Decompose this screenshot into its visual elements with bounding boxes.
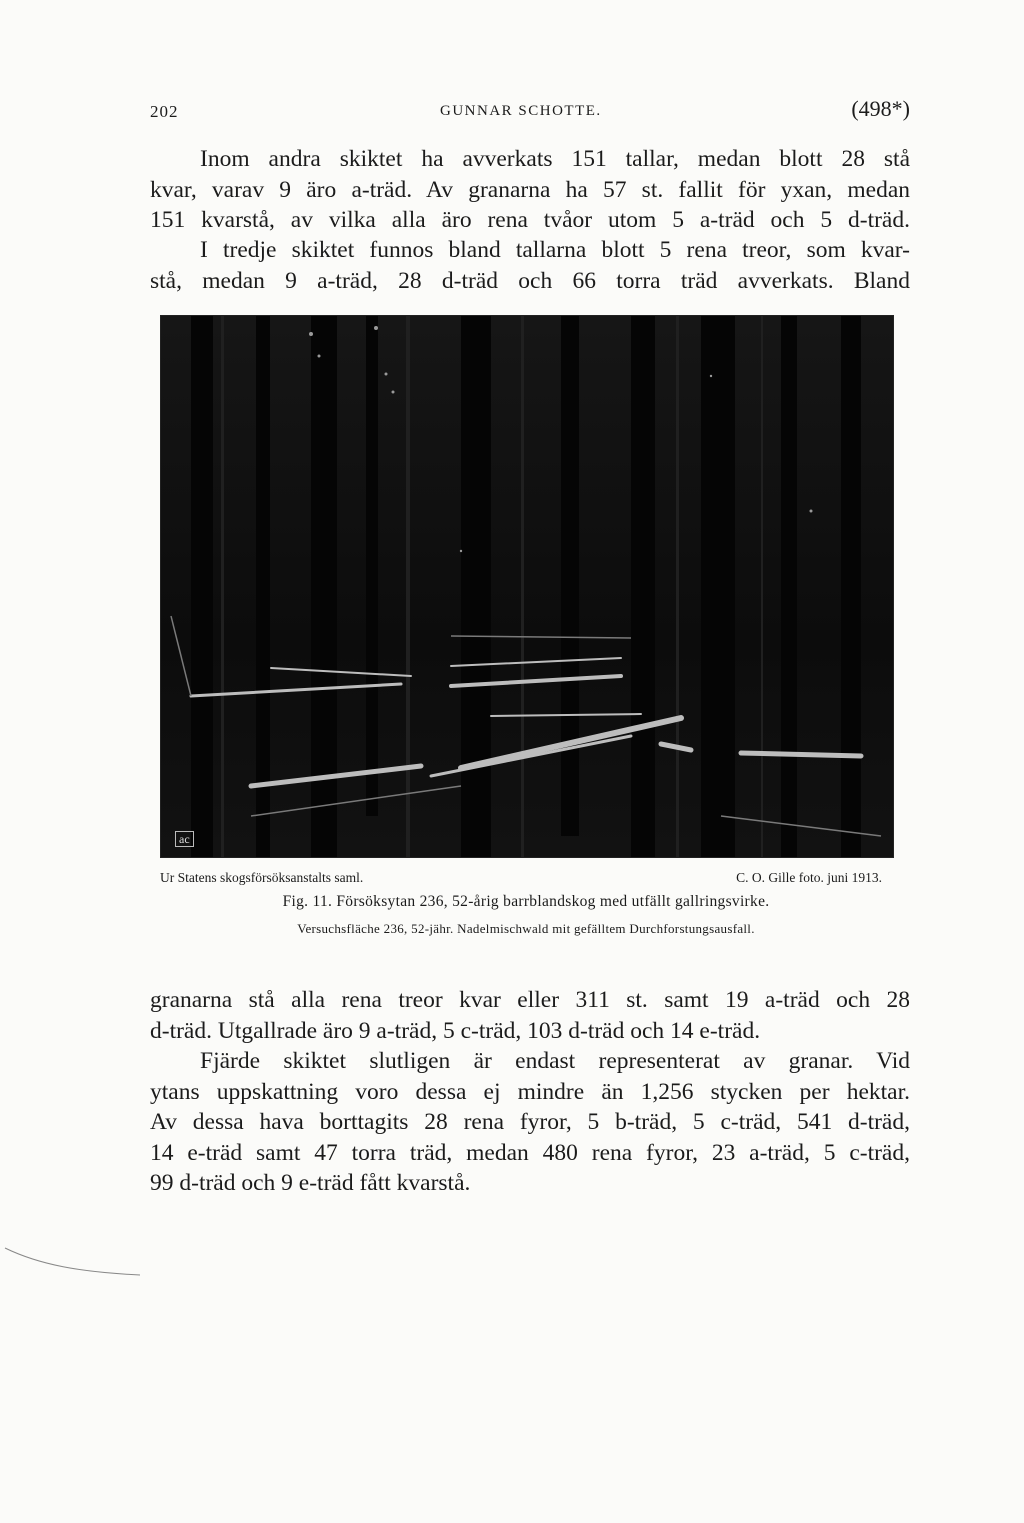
paragraph-4	[150, 1046, 910, 1199]
text-line: 99 d-träd och 9 e-träd fått kvarstå.	[150, 1170, 471, 1196]
text-line: Inom andra skiktet ha avverkats 151 tallar, medan blott 28 stå	[200, 146, 910, 172]
text-line: Av dessa hava borttagits 28 rena fyror, 5 b-träd, 5 c-träd, 541 d-träd,	[150, 1109, 910, 1135]
page-number: 202	[150, 102, 179, 121]
text-line: 151 kvarstå, av vilka alla äro rena tvåor utom 5 a-träd och 5 d-träd.	[150, 207, 910, 233]
paragraph-2	[150, 235, 910, 296]
running-title: GUNNAR SCHOTTE.	[440, 103, 602, 119]
figure-credit	[160, 870, 892, 890]
figure-caption: Fig. 11. Försöksytan 236, 52-årig barrblandskog med utfällt gallringsvirke.	[282, 893, 770, 910]
paragraph-3	[150, 985, 910, 1046]
photographer-credit: C. O. Gille foto. juni 1913.	[736, 870, 882, 885]
text-line: ytans uppskattning voro dessa ej mindre än 1,256 stycken per hektar.	[150, 1078, 910, 1105]
part-number: (498*)	[851, 96, 910, 121]
text-line: 14 e-träd samt 47 torra träd, medan 480 rena fyror, 23 a-träd, 5 c-träd,	[150, 1139, 910, 1166]
forest-photograph	[160, 315, 894, 858]
photo-monogram: ac	[175, 831, 194, 847]
photo-image	[161, 316, 893, 857]
text-line: kvar, varav 9 äro a-träd. Av granarna ha 57 st. fallit för yxan, medan	[150, 176, 910, 203]
text-line: granarna stå alla rena treor kvar eller 311 st. samt 19 a-träd och 28	[150, 987, 910, 1013]
text-line: stå, medan 9 a-träd, 28 d-träd och 66 torra träd avverkats. Bland	[150, 267, 910, 294]
text-line: I tredje skiktet funnos bland tallarna blott 5 rena treor, som kvar-	[200, 237, 910, 263]
text-line: d-träd. Utgallrade äro 9 a-träd, 5 c-träd, 103 d-träd och 14 e-träd.	[150, 1017, 761, 1044]
text-line: Fjärde skiktet slutligen är endast representerat av granar. Vid	[200, 1048, 910, 1074]
figure-caption-german: Versuchsfläche 236, 52-jähr. Nadelmischwald mit gefälltem Durchforstungsausfall.	[297, 921, 755, 936]
paragraph-1	[150, 144, 910, 236]
running-header	[150, 96, 910, 130]
margin-pencil-mark	[0, 1240, 150, 1280]
collection-credit: Ur Statens skogsförsöksanstalts saml.	[160, 870, 364, 885]
